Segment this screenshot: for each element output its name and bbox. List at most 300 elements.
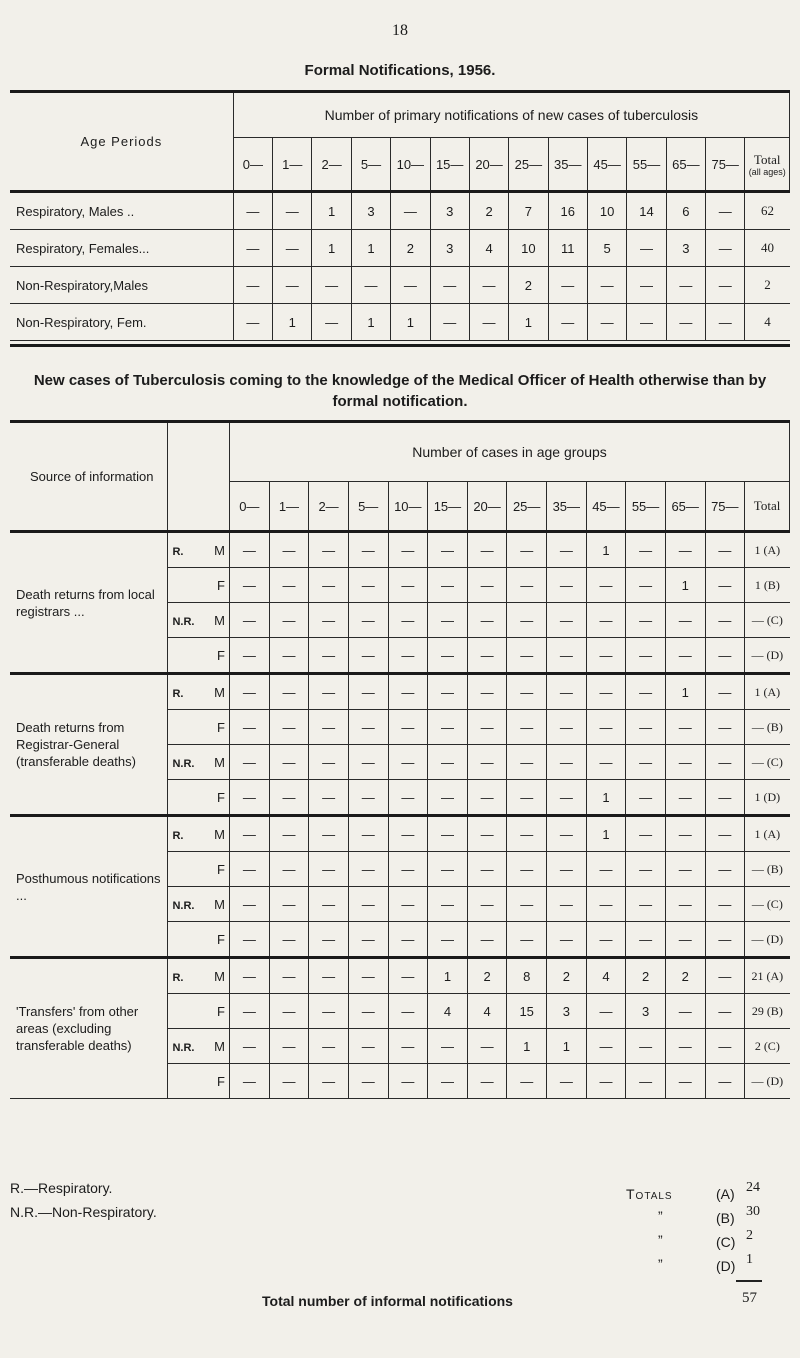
table-cell: — <box>309 568 349 603</box>
table1-bottom-rule <box>10 344 790 347</box>
table-cell: — <box>309 887 349 922</box>
table-cell: — <box>706 230 745 267</box>
table-cell: — <box>312 267 351 304</box>
respiratory-type: N.R. <box>172 615 195 628</box>
table-cell: — <box>547 852 587 887</box>
table-cell: — <box>587 304 626 341</box>
table-cell: — <box>469 267 508 304</box>
totals-value: 24 <box>746 1180 760 1195</box>
table-cell: — <box>467 745 507 780</box>
informal-notifications-table <box>10 420 790 1099</box>
table-cell: 1 <box>507 1029 547 1064</box>
row-total: 4 <box>745 304 790 341</box>
table-cell: — <box>467 1064 507 1099</box>
table-cell: — <box>388 780 428 816</box>
total-header: Total <box>745 482 790 532</box>
table-row <box>10 532 790 568</box>
table-cell: — <box>665 1064 705 1099</box>
table-cell: — <box>428 710 468 745</box>
table-cell: — <box>388 887 428 922</box>
table-cell: 1 <box>509 304 548 341</box>
row-total: — (D) <box>745 922 790 958</box>
type-sex-cell <box>168 887 230 922</box>
table-cell: — <box>547 603 587 638</box>
table-cell: 11 <box>548 230 587 267</box>
table-cell: — <box>586 887 626 922</box>
table-cell: — <box>548 304 587 341</box>
table-row <box>10 816 790 852</box>
age-column-header: 35— <box>547 482 587 532</box>
table-cell: — <box>507 745 547 780</box>
cases-in-age-groups-header: Number of cases in age groups <box>230 422 790 482</box>
table-cell: 1 <box>586 780 626 816</box>
row-total: — (B) <box>745 852 790 887</box>
table-cell: — <box>388 532 428 568</box>
totals-key: (D) <box>716 1258 736 1274</box>
table-cell: 1 <box>428 958 468 994</box>
table-cell: — <box>507 638 547 674</box>
legend-respiratory: R.—Respiratory. <box>10 1180 113 1196</box>
table-cell: 1 <box>312 230 351 267</box>
table-cell: 1 <box>665 674 705 710</box>
source-label: 'Transfers' from other areas (excluding transferable deaths) <box>10 958 168 1099</box>
type-sex-cell <box>168 922 230 958</box>
table-cell: — <box>348 674 388 710</box>
respiratory-type: N.R. <box>172 757 195 770</box>
table-cell: — <box>627 267 666 304</box>
sex-label: M <box>214 754 225 770</box>
table-cell: — <box>705 532 745 568</box>
table-cell: 2 <box>391 230 430 267</box>
table-cell: — <box>626 568 666 603</box>
table-cell: — <box>705 674 745 710</box>
age-column-header: 15— <box>430 138 469 192</box>
row-total: — (D) <box>745 638 790 674</box>
table-row <box>10 304 790 341</box>
table-cell: — <box>626 780 666 816</box>
total-informal-label: Total number of informal notifications <box>262 1293 513 1309</box>
table-cell: — <box>665 1029 705 1064</box>
table-cell: 2 <box>626 958 666 994</box>
table-cell: 3 <box>547 994 587 1029</box>
table-cell: — <box>586 745 626 780</box>
row-label: Respiratory, Males .. <box>10 192 233 230</box>
table-cell: — <box>348 710 388 745</box>
source-label: Death returns from Registrar-General (transferable deaths) <box>10 674 168 816</box>
respiratory-type: R. <box>172 829 184 842</box>
table-cell: — <box>233 230 272 267</box>
table-cell: — <box>388 816 428 852</box>
age-column-header: 75— <box>705 482 745 532</box>
table-cell: — <box>547 532 587 568</box>
table-cell: — <box>348 568 388 603</box>
age-column-header: 45— <box>587 138 626 192</box>
table-cell: — <box>269 994 309 1029</box>
table-cell: 16 <box>548 192 587 230</box>
type-sex-cell <box>168 780 230 816</box>
table-cell: — <box>665 745 705 780</box>
table-cell: — <box>467 638 507 674</box>
table-cell: — <box>507 887 547 922</box>
table-cell: — <box>507 852 547 887</box>
table-cell: — <box>230 710 270 745</box>
table-cell: — <box>348 1029 388 1064</box>
table-cell: — <box>230 1064 270 1099</box>
table-cell: — <box>428 638 468 674</box>
table-cell: 14 <box>627 192 666 230</box>
type-sex-cell <box>168 1064 230 1099</box>
totals-value: 30 <box>746 1204 760 1219</box>
table-cell: — <box>230 532 270 568</box>
table-cell: — <box>230 887 270 922</box>
table-cell: — <box>586 1029 626 1064</box>
table-cell: — <box>273 267 312 304</box>
table-cell: 4 <box>467 994 507 1029</box>
table-cell: — <box>428 780 468 816</box>
table-cell: — <box>391 192 430 230</box>
sex-label: M <box>214 684 225 700</box>
table-cell: 4 <box>469 230 508 267</box>
table-cell: — <box>467 568 507 603</box>
table-cell: — <box>428 922 468 958</box>
table-cell: — <box>626 603 666 638</box>
primary-notifications-header: Number of primary notifications of new cases of tuberculosis <box>233 92 789 138</box>
table-cell: — <box>547 674 587 710</box>
table2-title: New cases of Tuberculosis coming to the knowledge of the Medical Officer of Health otherwise than by formal notification. <box>33 372 767 410</box>
table-cell: — <box>705 780 745 816</box>
respiratory-type: N.R. <box>172 899 195 912</box>
table-cell: 3 <box>430 192 469 230</box>
table-cell: 1 <box>312 192 351 230</box>
row-total: 62 <box>745 192 790 230</box>
table-cell: 5 <box>587 230 626 267</box>
table-cell: — <box>665 638 705 674</box>
table-cell: — <box>428 1064 468 1099</box>
table-cell: — <box>388 568 428 603</box>
table-cell: 1 <box>586 816 626 852</box>
row-total: — (B) <box>745 710 790 745</box>
table-cell: — <box>665 816 705 852</box>
table-cell: — <box>705 816 745 852</box>
total-all-ages-header <box>745 138 790 192</box>
age-column-header: 25— <box>509 138 548 192</box>
table-cell: — <box>428 887 468 922</box>
table-cell: — <box>269 532 309 568</box>
table-cell: — <box>586 710 626 745</box>
table-cell: — <box>428 745 468 780</box>
table-cell: — <box>388 852 428 887</box>
table-cell: — <box>705 568 745 603</box>
source-label: Death returns from local registrars ... <box>10 532 168 674</box>
table-cell: — <box>626 1064 666 1099</box>
sex-label: F <box>217 577 225 593</box>
table-cell: — <box>705 1064 745 1099</box>
age-column-header: 5— <box>348 482 388 532</box>
table-cell: — <box>230 852 270 887</box>
age-column-header: 0— <box>233 138 272 192</box>
totals-value: 2 <box>746 1228 753 1243</box>
age-column-header: 5— <box>351 138 390 192</box>
table-cell: — <box>269 1029 309 1064</box>
sex-label: M <box>214 968 225 984</box>
sex-label: F <box>217 789 225 805</box>
table-cell: — <box>586 922 626 958</box>
table-cell: — <box>309 603 349 638</box>
table-cell: 1 <box>665 568 705 603</box>
respiratory-type: R. <box>172 971 184 984</box>
total-informal-value: 57 <box>742 1290 757 1306</box>
table-cell: — <box>388 1029 428 1064</box>
table-cell: — <box>269 816 309 852</box>
age-column-header: 1— <box>269 482 309 532</box>
table-cell: — <box>309 1029 349 1064</box>
table-cell: — <box>705 922 745 958</box>
table-cell: — <box>348 922 388 958</box>
table-cell: — <box>348 994 388 1029</box>
table1-title: Formal Notifications, 1956. <box>304 62 496 79</box>
sex-label: F <box>217 647 225 663</box>
table-row <box>10 192 790 230</box>
table-cell: — <box>586 994 626 1029</box>
table-cell: — <box>507 1064 547 1099</box>
table-cell: — <box>391 267 430 304</box>
table-cell: — <box>665 994 705 1029</box>
total-sub-text: (all ages) <box>748 166 786 177</box>
table-cell: — <box>467 674 507 710</box>
table-cell: — <box>428 1029 468 1064</box>
table-cell: — <box>230 674 270 710</box>
table-cell: — <box>586 568 626 603</box>
table-cell: — <box>627 304 666 341</box>
type-sex-cell <box>168 994 230 1029</box>
age-column-header: 55— <box>627 138 666 192</box>
table-cell: — <box>309 780 349 816</box>
ditto-mark: ” <box>658 1232 663 1248</box>
table-cell: — <box>309 532 349 568</box>
type-sex-cell <box>168 710 230 745</box>
row-total: 1 (A) <box>745 532 790 568</box>
row-label: Respiratory, Females... <box>10 230 233 267</box>
table-cell: — <box>348 603 388 638</box>
table-cell: — <box>626 638 666 674</box>
table-cell: — <box>388 922 428 958</box>
ditto-mark: ” <box>658 1208 663 1224</box>
total-header-text: Total <box>753 151 781 167</box>
sex-label: F <box>217 1073 225 1089</box>
table-cell: — <box>467 922 507 958</box>
table-cell: — <box>547 816 587 852</box>
age-column-header: 65— <box>666 138 705 192</box>
table-cell: — <box>273 192 312 230</box>
totals-key: (C) <box>716 1234 736 1250</box>
table-cell: 1 <box>273 304 312 341</box>
table-cell: — <box>705 887 745 922</box>
table-cell: — <box>348 780 388 816</box>
table-cell: — <box>269 745 309 780</box>
row-label: Non-Respiratory, Fem. <box>10 304 233 341</box>
table-cell: — <box>388 958 428 994</box>
table-cell: — <box>626 1029 666 1064</box>
table-cell: — <box>705 1029 745 1064</box>
age-column-header: 1— <box>273 138 312 192</box>
table-cell: — <box>626 745 666 780</box>
table-cell: — <box>430 304 469 341</box>
table-cell: — <box>388 710 428 745</box>
table-cell: — <box>269 958 309 994</box>
row-total: — (D) <box>745 1064 790 1099</box>
table-cell: — <box>626 887 666 922</box>
totals-value: 1 <box>746 1252 753 1267</box>
table-cell: — <box>269 852 309 887</box>
table-cell: — <box>548 267 587 304</box>
table-cell: — <box>309 710 349 745</box>
table-cell: — <box>547 638 587 674</box>
table-cell: 2 <box>547 958 587 994</box>
table-cell: — <box>388 674 428 710</box>
table-cell: — <box>428 532 468 568</box>
age-column-header: 65— <box>665 482 705 532</box>
table-cell: — <box>547 710 587 745</box>
table-cell: — <box>269 922 309 958</box>
table-cell: — <box>348 887 388 922</box>
table-cell: 1 <box>547 1029 587 1064</box>
table-cell: — <box>586 638 626 674</box>
row-total: 2 <box>745 267 790 304</box>
type-sex-header <box>168 422 230 532</box>
table-cell: — <box>587 267 626 304</box>
table-cell: — <box>388 638 428 674</box>
age-column-header: 0— <box>230 482 270 532</box>
respiratory-type: R. <box>172 545 184 558</box>
respiratory-type: R. <box>172 687 184 700</box>
table-cell: 10 <box>587 192 626 230</box>
age-column-header: 45— <box>586 482 626 532</box>
type-sex-cell <box>168 532 230 568</box>
age-column-header: 55— <box>626 482 666 532</box>
table-cell: — <box>507 532 547 568</box>
table-cell: 2 <box>665 958 705 994</box>
table-cell: — <box>230 994 270 1029</box>
table-cell: — <box>705 745 745 780</box>
table-cell: — <box>230 816 270 852</box>
table-cell: — <box>507 780 547 816</box>
table-cell: — <box>626 674 666 710</box>
table-cell: — <box>547 1064 587 1099</box>
type-sex-cell <box>168 674 230 710</box>
table-cell: — <box>666 267 705 304</box>
table-cell: — <box>547 745 587 780</box>
table-cell: — <box>626 852 666 887</box>
table-cell: — <box>309 852 349 887</box>
row-total: 1 (A) <box>745 816 790 852</box>
table-cell: — <box>233 192 272 230</box>
table-cell: — <box>507 674 547 710</box>
table-cell: — <box>626 816 666 852</box>
row-total: 29 (B) <box>745 994 790 1029</box>
table-cell: — <box>665 887 705 922</box>
table-cell: — <box>428 852 468 887</box>
table-cell: — <box>348 852 388 887</box>
sum-rule <box>736 1280 762 1282</box>
table-cell: — <box>705 710 745 745</box>
row-total: — (C) <box>745 745 790 780</box>
type-sex-cell <box>168 1029 230 1064</box>
table-cell: — <box>430 267 469 304</box>
table-cell: 1 <box>586 532 626 568</box>
age-column-header: 20— <box>469 138 508 192</box>
table-cell: — <box>469 304 508 341</box>
table-cell: — <box>547 887 587 922</box>
table-cell: 4 <box>586 958 626 994</box>
table-cell: — <box>665 710 705 745</box>
table-cell: — <box>467 780 507 816</box>
table-cell: 1 <box>391 304 430 341</box>
table-cell: — <box>269 780 309 816</box>
age-column-header: 25— <box>507 482 547 532</box>
table-cell: 3 <box>430 230 469 267</box>
sex-label: F <box>217 931 225 947</box>
row-total: 1 (D) <box>745 780 790 816</box>
table-cell: — <box>467 532 507 568</box>
table-cell: — <box>507 816 547 852</box>
table-cell: — <box>467 887 507 922</box>
totals-key: (B) <box>716 1210 735 1226</box>
table-cell: — <box>428 603 468 638</box>
table-cell: — <box>547 780 587 816</box>
table-cell: — <box>233 267 272 304</box>
table-cell: — <box>467 710 507 745</box>
row-total: 40 <box>745 230 790 267</box>
totals-label: Totals <box>626 1186 673 1202</box>
table-cell: — <box>705 603 745 638</box>
age-column-header: 10— <box>388 482 428 532</box>
table-cell: 2 <box>509 267 548 304</box>
table-cell: — <box>507 568 547 603</box>
table-cell: — <box>627 230 666 267</box>
table-cell: — <box>388 1064 428 1099</box>
table-cell: — <box>230 745 270 780</box>
table-cell: 7 <box>509 192 548 230</box>
table-cell: — <box>665 780 705 816</box>
table-cell: 1 <box>351 304 390 341</box>
table-cell: — <box>626 532 666 568</box>
totals-key: (A) <box>716 1186 735 1202</box>
table-cell: 4 <box>428 994 468 1029</box>
table-cell: — <box>269 710 309 745</box>
table-cell: — <box>626 710 666 745</box>
age-column-header: 20— <box>467 482 507 532</box>
table-cell: — <box>706 304 745 341</box>
table-cell: — <box>269 887 309 922</box>
table-cell: — <box>706 267 745 304</box>
table-cell: — <box>388 603 428 638</box>
table-cell: — <box>348 638 388 674</box>
table-cell: 2 <box>467 958 507 994</box>
table-cell: — <box>467 1029 507 1064</box>
row-total: 2 (C) <box>745 1029 790 1064</box>
sex-label: M <box>214 542 225 558</box>
type-sex-cell <box>168 852 230 887</box>
table-cell: — <box>586 603 626 638</box>
age-column-header: 2— <box>312 138 351 192</box>
table-cell: — <box>348 532 388 568</box>
age-column-header: 75— <box>706 138 745 192</box>
row-total: 1 (B) <box>745 568 790 603</box>
respiratory-type: N.R. <box>172 1041 195 1054</box>
table-cell: — <box>348 816 388 852</box>
age-column-header: 10— <box>391 138 430 192</box>
table-cell: 3 <box>666 230 705 267</box>
